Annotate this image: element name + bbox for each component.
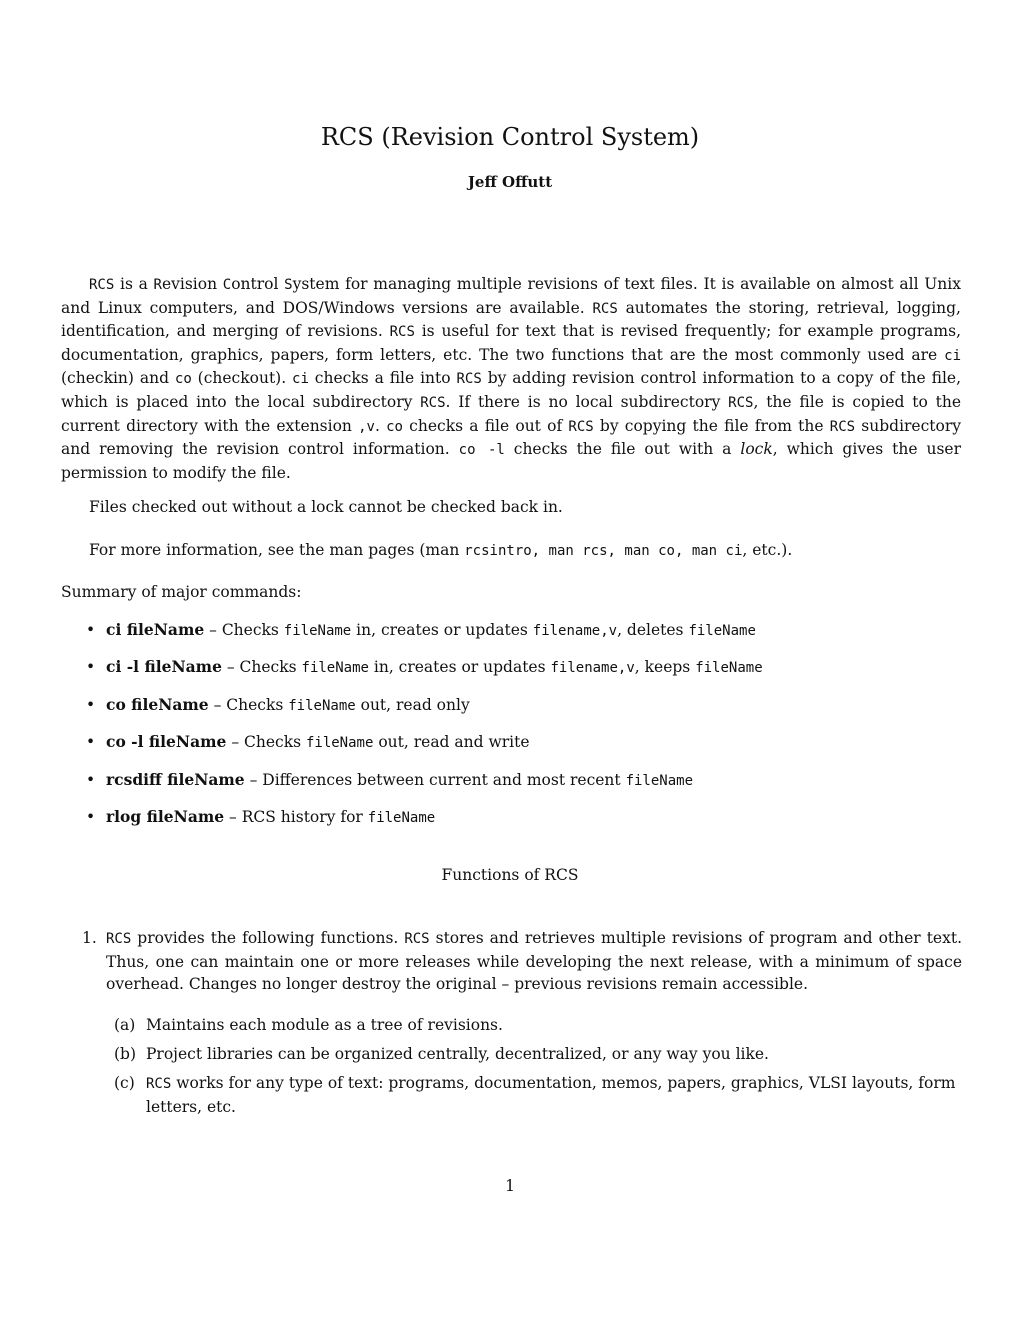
list-item: • ci -l fileName – Checks fileName in, creates or updates filename,v, keeps fileName xyxy=(86,657,763,676)
enum-item-1: 1. RCS provides the following functions. RCS stores and retrieves multiple revisions of program and other text. Thus, one can maintain one or more releases while developing the next release, with a minimum of space overhead. Changes no longer destroy the original – previous revisions remain accessible. xyxy=(82,929,962,994)
page-title: RCS (Revision Control System) xyxy=(320,123,700,151)
sub-item-b: (b) Project libraries can be organized centrally, decentralized, or any way you like. xyxy=(114,1045,769,1063)
list-item: • co -l fileName – Checks fileName out, read and write xyxy=(86,732,530,751)
summary-label: Summary of major commands: xyxy=(61,583,302,601)
list-item: • ci fileName – Checks fileName in, creates or updates filename,v, deletes fileName xyxy=(86,620,756,639)
intro-paragraph: RCS is a Revision Control System for managing multiple revisions of text files. It is available on almost all Unix and Linux computers, and DOS/Windows versions are available. RCS automates the storing, retrieval, logging, identification, and merging of revisions. RCS is useful for text that is revised frequently; for example programs, documentation, graphics, papers, form letters, etc. The two functions that are the most commonly used are ci (checkin) and co (checkout). ci checks a file into RCS by adding revision control information to a copy of the file, which is placed into the local subdirectory RCS. If there is no local subdirectory RCS, the file is copied to the current directory with the extension ,v. co checks a file out of RCS by copying the file from the RCS subdirectory and removing the revision control information. co -l checks the file out with a lock, which gives the user permission to modify the file. xyxy=(61,275,962,482)
list-item: • co fileName – Checks fileName out, read only xyxy=(86,695,470,714)
sub-item-c: (c) RCS works for any type of text: programs, documentation, memos, papers, graphics, VLSI layouts, form letters, etc. xyxy=(114,1074,956,1116)
author: Jeff Offutt xyxy=(467,173,553,191)
list-item: • rlog fileName – RCS history for fileName xyxy=(86,807,436,826)
list-item: • rcsdiff fileName – Differences between current and most recent fileName xyxy=(86,770,694,789)
sub-item-a: (a) Maintains each module as a tree of revisions. xyxy=(114,1016,503,1034)
lock-note: Files checked out without a lock cannot be checked back in. xyxy=(89,498,563,516)
section-heading: Functions of RCS xyxy=(441,866,579,884)
page-number: 1 xyxy=(505,1177,515,1195)
man-pages-note: For more information, see the man pages (man rcsintro, man rcs, man co, man ci, etc.). xyxy=(89,541,793,559)
